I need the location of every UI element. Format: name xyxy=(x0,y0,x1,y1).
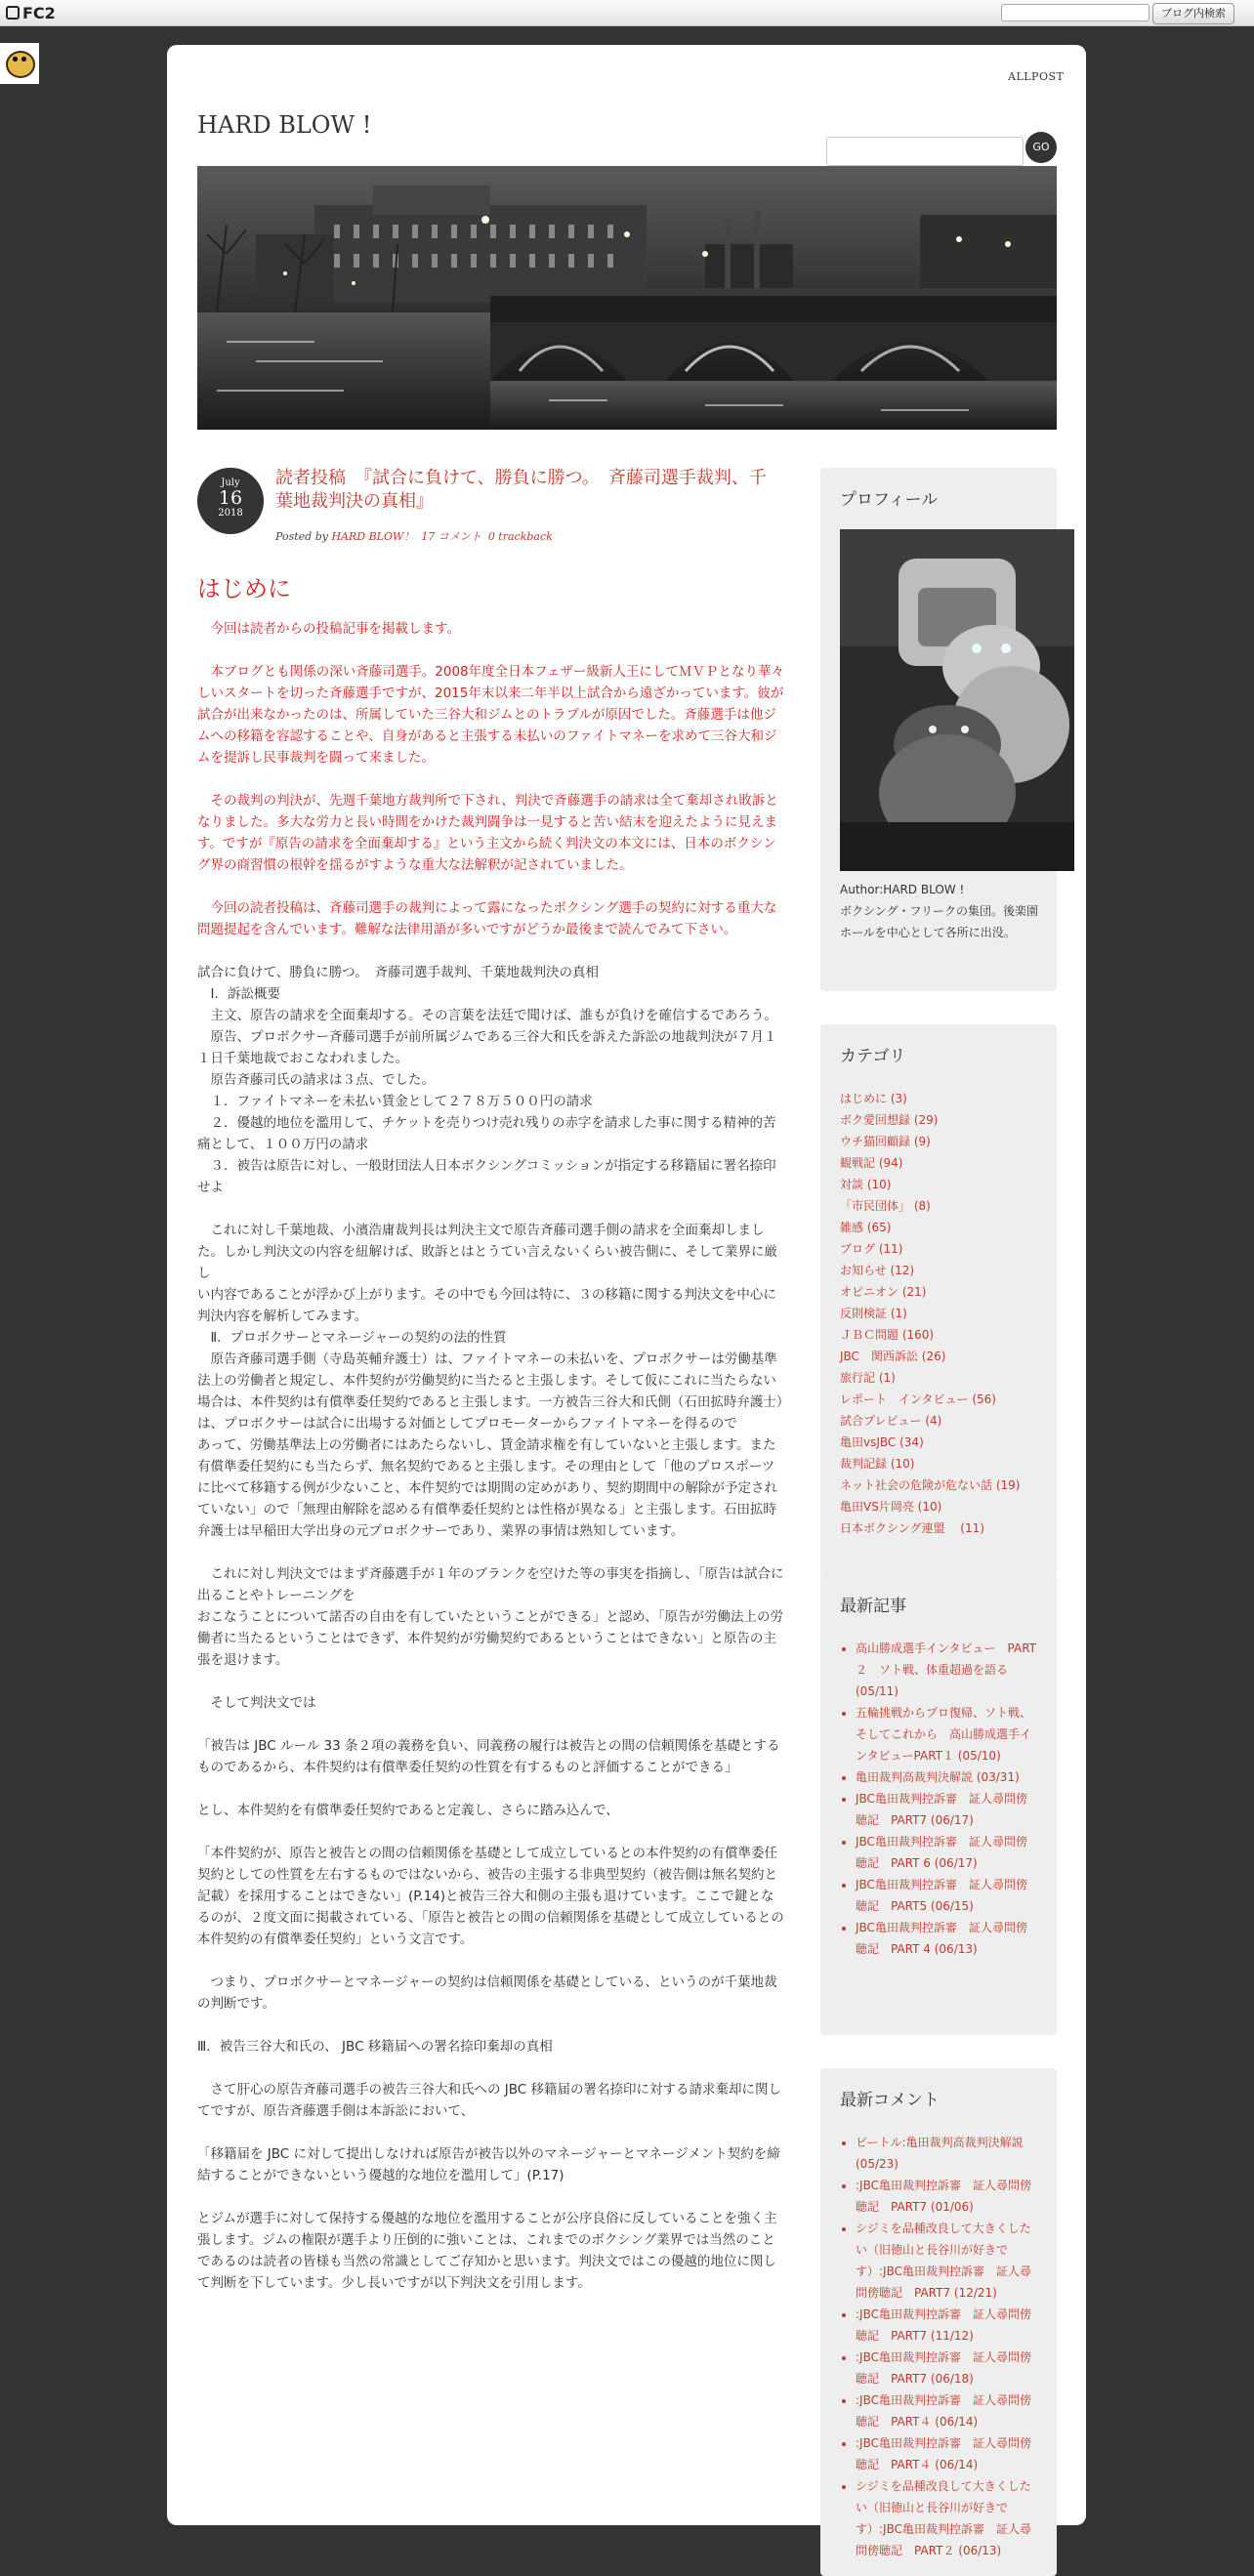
recent-comments-widget xyxy=(820,2068,1057,2576)
category-count: (11) xyxy=(956,1521,984,1535)
post-paragraph: 「被告は JBC ルール 33 条２項の義務を負い、同義務の履行は被告との間の信頼関係を基礎とするものであるから、本件契約は有償準委任契約の性質を有するものと評価することができる」 xyxy=(197,1738,780,1775)
category-name[interactable]: ネット社会の危険が危ない話 xyxy=(840,1478,993,1492)
post-meta: Posted by HARD BLOW！ 17 コメント 0 trackback xyxy=(275,530,553,543)
profile-description: ボクシング・フリークの集団。後楽園ホールを中心として各所に出没。 xyxy=(840,904,1038,939)
allpost-link[interactable]: ALLPOST xyxy=(1008,70,1065,83)
category-name[interactable]: お知らせ xyxy=(840,1264,887,1277)
post-body xyxy=(197,618,784,2315)
post-paragraph: 今回の読者投稿は、斉藤司選手の裁判によって露になったボクシング選手の契約に対する重大な問題提起を含んでいます。難解な法律用語が多いですがどうか最後まで読んでみて下さい。 xyxy=(197,900,777,937)
post-paragraph: 試合に負けて、勝負に勝つ。 斉藤司選手裁判、千葉地裁判決の真相 Ⅰ．訴訟概要 主文、原告の請求を全面棄却する。その言葉を法廷で聞けば、誰もが負けを確信するであろう。 原告、プロボクサー斉藤司選手が前所属ジムである三谷大和氏を訴えた訴訟の地裁判決が７月１１日千葉地裁でおこなわれました。 原告斉藤司氏の請求は３点、でした。 １．ファイトマネーを未払い賃金として２７８万５００円の請求 ２．優越的地位を濫用して、チケットを売りつけ売れ残りの赤字を請求した事に関する精神的苦痛として、１００万円の請求 ３．被告は原告に対し、一般財団法人日本ボクシングコミッションが指定する移籍届に署名捺印せよ xyxy=(197,965,777,1195)
recent-post-link[interactable]: • JBC亀田裁判控訴審 証人尋問傍聴記 PART 6 (06/17) xyxy=(856,1831,1037,1874)
recent-comment-link[interactable]: • シジミを品種改良して大きくしたい（旧徳山と長谷川が好きです）:JBC亀田裁判控訴審 証人尋問傍聴記 PART7 (12/21) xyxy=(856,2218,1037,2304)
recent-post-link[interactable]: • JBC亀田裁判控訴審 証人尋問傍聴記 PART5 (06/15) xyxy=(856,1874,1037,1917)
category-name[interactable]: 裁判記録 xyxy=(840,1457,888,1471)
post-paragraph: これに対し判決文ではまず斉藤選手が１年のブランクを空けた等の事実を指摘し、「原告は試合に出ることやトレーニングを おこなうことについて諾否の自由を有していたということができる」と認め、「原告が労働法上の労働者に当たるということはできず、本件契約が労働契約であるということはできない」と原告の主張を退けます。 xyxy=(197,1566,784,1668)
category-list xyxy=(820,1066,1057,1539)
go-button[interactable]: GO xyxy=(1025,132,1057,163)
blog-search-input[interactable] xyxy=(1001,4,1150,21)
category-count: (10) xyxy=(913,1500,942,1514)
post-year: 2018 xyxy=(218,508,243,519)
recent-post-link[interactable]: • 亀田裁判高裁判決解説 (03/31) xyxy=(856,1766,1037,1788)
category-heading: カテゴリ xyxy=(840,1047,906,1066)
profile-photo xyxy=(840,529,1074,871)
category-count: (34) xyxy=(896,1435,924,1449)
category-name[interactable]: 反則検証 xyxy=(840,1307,888,1320)
recent-posts-widget xyxy=(820,1574,1057,2035)
category-count: (8) xyxy=(910,1199,931,1213)
category-item[interactable] xyxy=(840,1367,1037,1389)
post-month: July xyxy=(221,478,240,488)
category-name[interactable]: ブログ xyxy=(840,1242,876,1256)
recent-post-link[interactable]: • 高山勝成選手インタビュー PART２ ソト戦、体重超過を語る (05/11) xyxy=(856,1638,1037,1702)
recent-post-link[interactable]: • JBC亀田裁判控訴審 証人尋問傍聴記 PART 4 (06/13) xyxy=(856,1917,1037,1960)
mascot-icon xyxy=(6,51,35,78)
category-widget xyxy=(820,1024,1057,1576)
recent-comment-link[interactable]: • :JBC亀田裁判控訴審 証人尋問傍聴記 PART４ (06/14) xyxy=(856,2389,1037,2432)
category-count: (9) xyxy=(910,1135,931,1148)
category-item[interactable] xyxy=(840,1303,1037,1324)
recent-post-link[interactable]: • 五輪挑戦からプロ復帰、ソト戦、そしてこれから 高山勝成選手インタビューPART１ (05/10) xyxy=(856,1702,1037,1766)
page-container xyxy=(167,45,1086,2557)
category-name[interactable]: ウチ猫回顧録 xyxy=(840,1135,911,1148)
category-item[interactable] xyxy=(840,1475,1037,1496)
fc2-toolbar xyxy=(0,0,1254,26)
recent-comment-link[interactable]: • :JBC亀田裁判控訴審 証人尋問傍聴記 PART7 (06/18) xyxy=(856,2347,1037,2389)
post-day: 16 xyxy=(218,487,243,509)
category-name[interactable]: JBC 関西訴訟 xyxy=(840,1350,918,1363)
category-name[interactable]: 対談 xyxy=(840,1178,864,1191)
fc2-logo-icon xyxy=(6,6,20,20)
comments-link[interactable]: 17 コメント xyxy=(421,530,481,543)
post-paragraph: 本ブログとも関係の深い斉藤司選手。2008年度全日本フェザー級新人王にしてＭＶＰとなり華々しいスタートを切った斉藤選手ですが、2015年末以来二年半以上試合から遠ざかっています。彼が試合が出来なかったのは、所属していた三谷大和ジムとのトラブルが原因でした。斉藤選手は他ジムへの移籍を容認することや、自身があると主張する未払いのファイトマネーを求めて三谷大和ジムを提訴し民事裁判を闘って来ました。 xyxy=(197,664,784,766)
profile-author: Author:HARD BLOW ! xyxy=(840,883,965,896)
post-paragraph: その裁判の判決が、先週千葉地方裁判所で下され、判決で斉藤選手の請求は全て棄却され敗訴となりました。多大な労力と長い時間をかけた裁判闘争は一見すると苦い結末を迎えたように見えます。ですが『原告の請求を全面棄却する』という主文から続く判決文の本文には、日本のボクシング界の商習慣の根幹を揺るがすような重大な法解釈が記されていました。 xyxy=(197,793,778,873)
category-item[interactable] xyxy=(840,1238,1037,1260)
recent-comment-link[interactable]: • ビートル:亀田裁判高裁判決解説 (05/23) xyxy=(856,2132,1037,2175)
post-paragraph: つまり、プロボクサーとマネージャーの契約は信頼関係を基礎としている、というのが千葉地裁の判断です。 xyxy=(197,1974,777,2012)
recent-comment-link[interactable]: • :JBC亀田裁判控訴審 証人尋問傍聴記 PART7 (01/06) xyxy=(856,2175,1037,2218)
recent-comment-link[interactable]: • シジミを品種改良して大きくしたい（旧徳山と長谷川が好きです）:JBC亀田裁判控訴審 証人尋問傍聴記 PART２ (06/13) xyxy=(856,2475,1037,2561)
category-name[interactable]: レポート インタビュー xyxy=(840,1392,969,1406)
category-count: (10) xyxy=(887,1457,915,1471)
category-count: (4) xyxy=(921,1414,942,1428)
category-count: (12) xyxy=(886,1264,915,1277)
category-item[interactable] xyxy=(840,1109,1037,1131)
post-category[interactable]: はじめに xyxy=(197,575,291,602)
category-count: (19) xyxy=(992,1478,1021,1492)
category-item[interactable] xyxy=(840,1517,1037,1539)
category-item[interactable] xyxy=(840,1324,1037,1346)
category-name[interactable]: ＪＢＣ問題 xyxy=(840,1328,899,1342)
category-count: (1) xyxy=(887,1307,907,1320)
category-count: (29) xyxy=(910,1113,939,1127)
category-name[interactable]: 雑感 xyxy=(840,1221,864,1234)
category-count: (56) xyxy=(968,1392,996,1406)
blog-title[interactable]: HARD BLOW ! xyxy=(197,111,372,139)
recent-comments-list xyxy=(820,2110,1057,2561)
category-name[interactable]: 亀田VS片岡亮 xyxy=(840,1500,914,1514)
category-item[interactable] xyxy=(840,1195,1037,1217)
category-item[interactable] xyxy=(840,1260,1037,1281)
category-item[interactable] xyxy=(840,1432,1037,1453)
recent-post-link[interactable]: • JBC亀田裁判控訴審 証人尋問傍聴記 PART7 (06/17) xyxy=(856,1788,1037,1831)
category-item[interactable] xyxy=(840,1217,1037,1238)
category-item[interactable] xyxy=(840,1346,1037,1367)
category-item[interactable] xyxy=(840,1453,1037,1475)
blog-search-button[interactable]: ブログ内検索 xyxy=(1152,3,1234,24)
fc2-logo[interactable]: FC2 xyxy=(6,4,56,22)
category-item[interactable] xyxy=(840,1281,1037,1303)
search-input[interactable] xyxy=(826,137,1024,166)
category-name[interactable]: 試合プレビュー xyxy=(840,1414,922,1428)
post-paragraph: 「本件契約が、原告と被告との間の信頼関係を基礎として成立しているとの本件契約の有償準委任契約としての性質を左右するものではないから、被告の主張する非典型契約（被告側は無名契約と記載）を採用することはできない」(P.14)と被告三谷大和側の主張も退けています。ここで鍵となるのが、２度文面に掲載されている、「原告と被告との間の信頼関係を基礎として成立しているとの本件契約の有償準委任契約」という文言です。 xyxy=(197,1846,784,1947)
category-item[interactable] xyxy=(840,1174,1037,1195)
category-item[interactable] xyxy=(840,1389,1037,1410)
category-name[interactable]: 日本ボクシング連盟 xyxy=(840,1521,957,1535)
category-name[interactable]: ボク愛回想録 xyxy=(840,1113,911,1127)
recent-posts-list xyxy=(820,1616,1057,1960)
category-item[interactable] xyxy=(840,1152,1037,1174)
author-link[interactable]: HARD BLOW！ xyxy=(331,530,415,543)
category-item[interactable] xyxy=(840,1410,1037,1432)
post-paragraph: とし、本件契約を有償準委任契約であると定義し、さらに踏み込んで、 xyxy=(197,1803,619,1818)
post-paragraph: とジムが選手に対して保持する優越的な地位を濫用することが公序良俗に反していることを強く主張します。ジムの権限が選手より圧倒的に強いことは、これまでのボクシング業界では当然のことであるのは読者の皆様も当然の常識としてご存知かと思います。判決文ではこの優越的地位に関して判断を下しています。少し長いですが以下判決文を引用します。 xyxy=(197,2211,777,2291)
category-name[interactable]: はじめに xyxy=(840,1092,888,1105)
category-name[interactable]: 観戦記 xyxy=(840,1156,876,1170)
category-count: (94) xyxy=(875,1156,903,1170)
post-paragraph: これに対し千葉地裁、小濱浩庸裁判長は判決主文で原告斉藤司選手側の請求を全面棄却しまし た。しかし判決文の内容を紐解けば、敗訴とはとうてい言えないくらい被告側に、そして業界に厳し い内容であることが浮かび上がります。その中でも今回は特に、３の移籍に関する判決文を中心に 判決内容を解析してみます。 Ⅱ．プロボクサーとマネージャーの契約の法的性質 原告斉藤司選手側（寺島英輔弁護士）は、ファイトマネーの未払いを、プロボクサーは労働基準法上の労働者と規定し、本件契約が労働契約に当たると主張します。そして仮にこれに当たらない場合は、本件契約は有償準委任契約であると主張します。一方被告三谷大和氏側（石田拡時弁護士）は、プロボクサーは試合に出場する対価としてプロモーターからファイトマネーを得るので あって、労働基準法上の労働者にはあたらないし、賃金請求権を有していないと主張します。また有償準委任契約にも当たらず、無名契約であると主張します。その理由として「他のプロスポーツに比べて移籍する例が少ないこと、本件契約では期間の定めがあり、契約期間中の解除が予定されていない」ので「無理由解除を認める有償準委任契約とは性格が異なる」と主張します。石田拡時弁護士は早稲田大学出身の元プロボクサーであり、業界の事情は熟知しています。 xyxy=(197,1223,783,1539)
category-name[interactable]: 亀田vsJBC xyxy=(840,1435,897,1449)
category-name[interactable]: 旅行記 xyxy=(840,1371,876,1385)
category-name[interactable]: オピニオン xyxy=(840,1285,899,1299)
post-paragraph: 今回は読者からの投稿記事を掲載します。 xyxy=(197,621,460,637)
category-count: (10) xyxy=(863,1178,892,1191)
category-count: (1) xyxy=(875,1371,896,1385)
profile-heading: プロフィール xyxy=(840,490,939,510)
post-paragraph: Ⅲ．被告三谷大和氏の、 JBC 移籍届への署名捺印棄却の真相 xyxy=(197,2039,553,2055)
recent-comments-heading: 最新コメント xyxy=(840,2091,940,2110)
category-item[interactable] xyxy=(840,1496,1037,1517)
profile-widget xyxy=(820,468,1057,991)
trackback-link[interactable]: 0 trackback xyxy=(487,530,553,543)
post-paragraph: そして判決文では xyxy=(197,1695,316,1711)
recent-posts-heading: 最新記事 xyxy=(840,1597,906,1616)
post-paragraph: さて肝心の原告斉藤司選手の被告三谷大和氏への JBC 移籍届の署名捺印に対する請求棄却に関してですが、原告斉藤選手側は本訴訟において、 xyxy=(197,2082,782,2119)
category-item[interactable] xyxy=(840,1088,1037,1109)
category-count: (21) xyxy=(899,1285,927,1299)
category-count: (65) xyxy=(863,1221,892,1234)
post-title[interactable]: 読者投稿 『試合に負けて、勝負に勝つ。 斉藤司選手裁判、千葉地裁判決の真相』 xyxy=(275,468,767,512)
category-count: (160) xyxy=(899,1328,935,1342)
post-date-badge xyxy=(197,468,264,534)
recent-comment-link[interactable]: • :JBC亀田裁判控訴審 証人尋問傍聴記 PART４ (06/14) xyxy=(856,2432,1037,2475)
category-count: (26) xyxy=(917,1350,946,1363)
category-item[interactable] xyxy=(840,1131,1037,1152)
category-count: (3) xyxy=(887,1092,907,1105)
category-count: (11) xyxy=(875,1242,903,1256)
category-name[interactable]: 「市民団体」 xyxy=(840,1199,911,1213)
header-image xyxy=(197,166,1057,430)
avatar[interactable] xyxy=(0,43,39,84)
recent-comment-link[interactable]: • :JBC亀田裁判控訴審 証人尋問傍聴記 PART7 (11/12) xyxy=(856,2304,1037,2347)
post-paragraph: 「移籍届を JBC に対して提出しなければ原告が被告以外のマネージャーとマネージメント契約を締結することができないという優越的な地位を濫用して」(P.17) xyxy=(197,2146,780,2183)
